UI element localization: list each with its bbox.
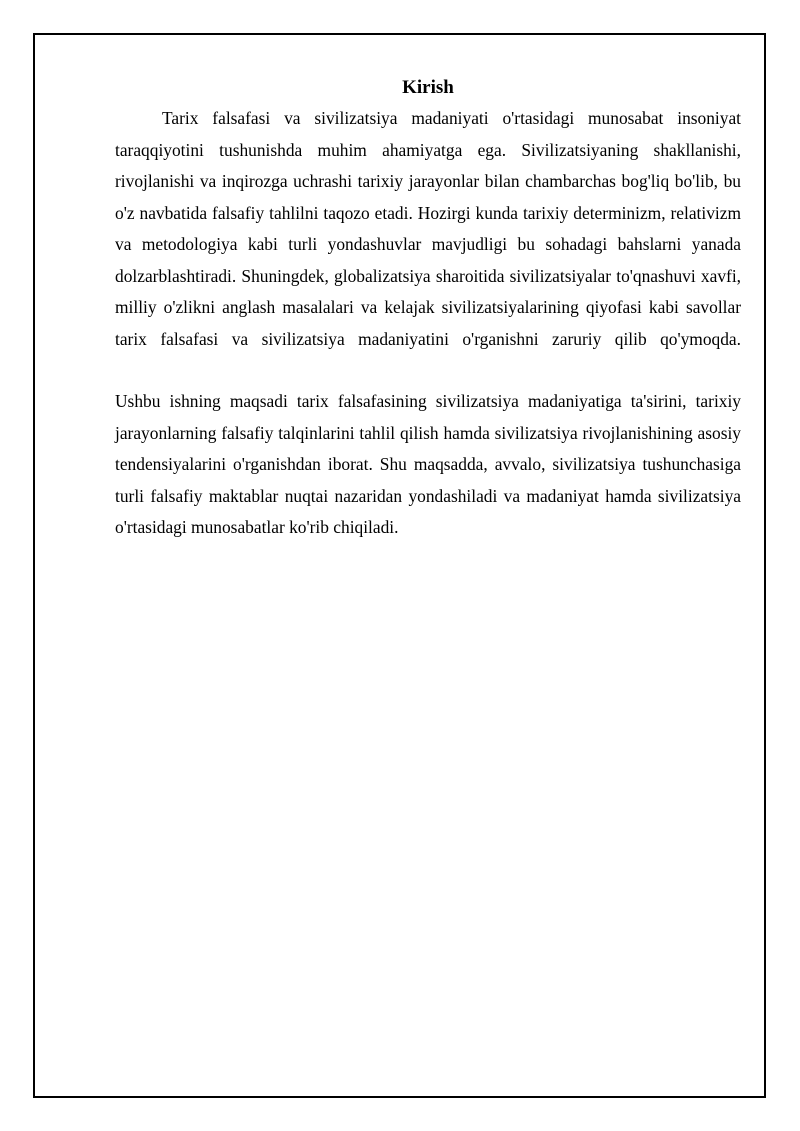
document-body <box>115 73 741 544</box>
section-heading: Kirish <box>402 77 454 98</box>
paragraph-purpose: Ushbu ishning maqsadi tarix falsafasining sivilizatsiya madaniyatiga ta'sirini, tarixiy jarayonlarning falsafiy talqinlarini tahlil qilish hamda sivilizatsiya rivojlanishining asosiy tendensiyalarini o'rganishdan iborat. Shu maqsadda, avvalo, sivilizatsiya tushunchasiga turli falsafiy maktablar nuqtai nazaridan yondashiladi va madaniyat hamda sivilizatsiya o'rtasidagi munosabatlar ko'rib chiqiladi. <box>115 391 741 537</box>
paragraph-intro: Tarix falsafasi va sivilizatsiya madaniyati o'rtasidagi munosabat insoniyat taraqqiyotini tushunishda muhim ahamiyatga ega. Sivilizatsiyaning shakllanishi, rivojlanishi va inqirozga uchrashi tarixiy jarayonlar bilan chambarchas bog'liq bo'lib, bu o'z navbatida falsafiy tahlilni taqozo etadi. Hozirgi kunda tarixiy determinizm, relativizm va metodologiya kabi turli yondashuvlar mavjudligi bu sohadagi bahslarni yanada dolzarblashtiradi. Shuningdek, globalizatsiya sharoitida sivilizatsiyalar to'qnashuvi xavfi, milliy o'zlikni anglash masalalari va kelajak sivilizatsiyalarining qiyofasi kabi savollar tarix falsafasi va sivilizatsiya madaniyatini o'rganishni zaruriy qilib qo'ymoqda. <box>115 108 741 349</box>
paragraph-spacer <box>115 355 741 386</box>
